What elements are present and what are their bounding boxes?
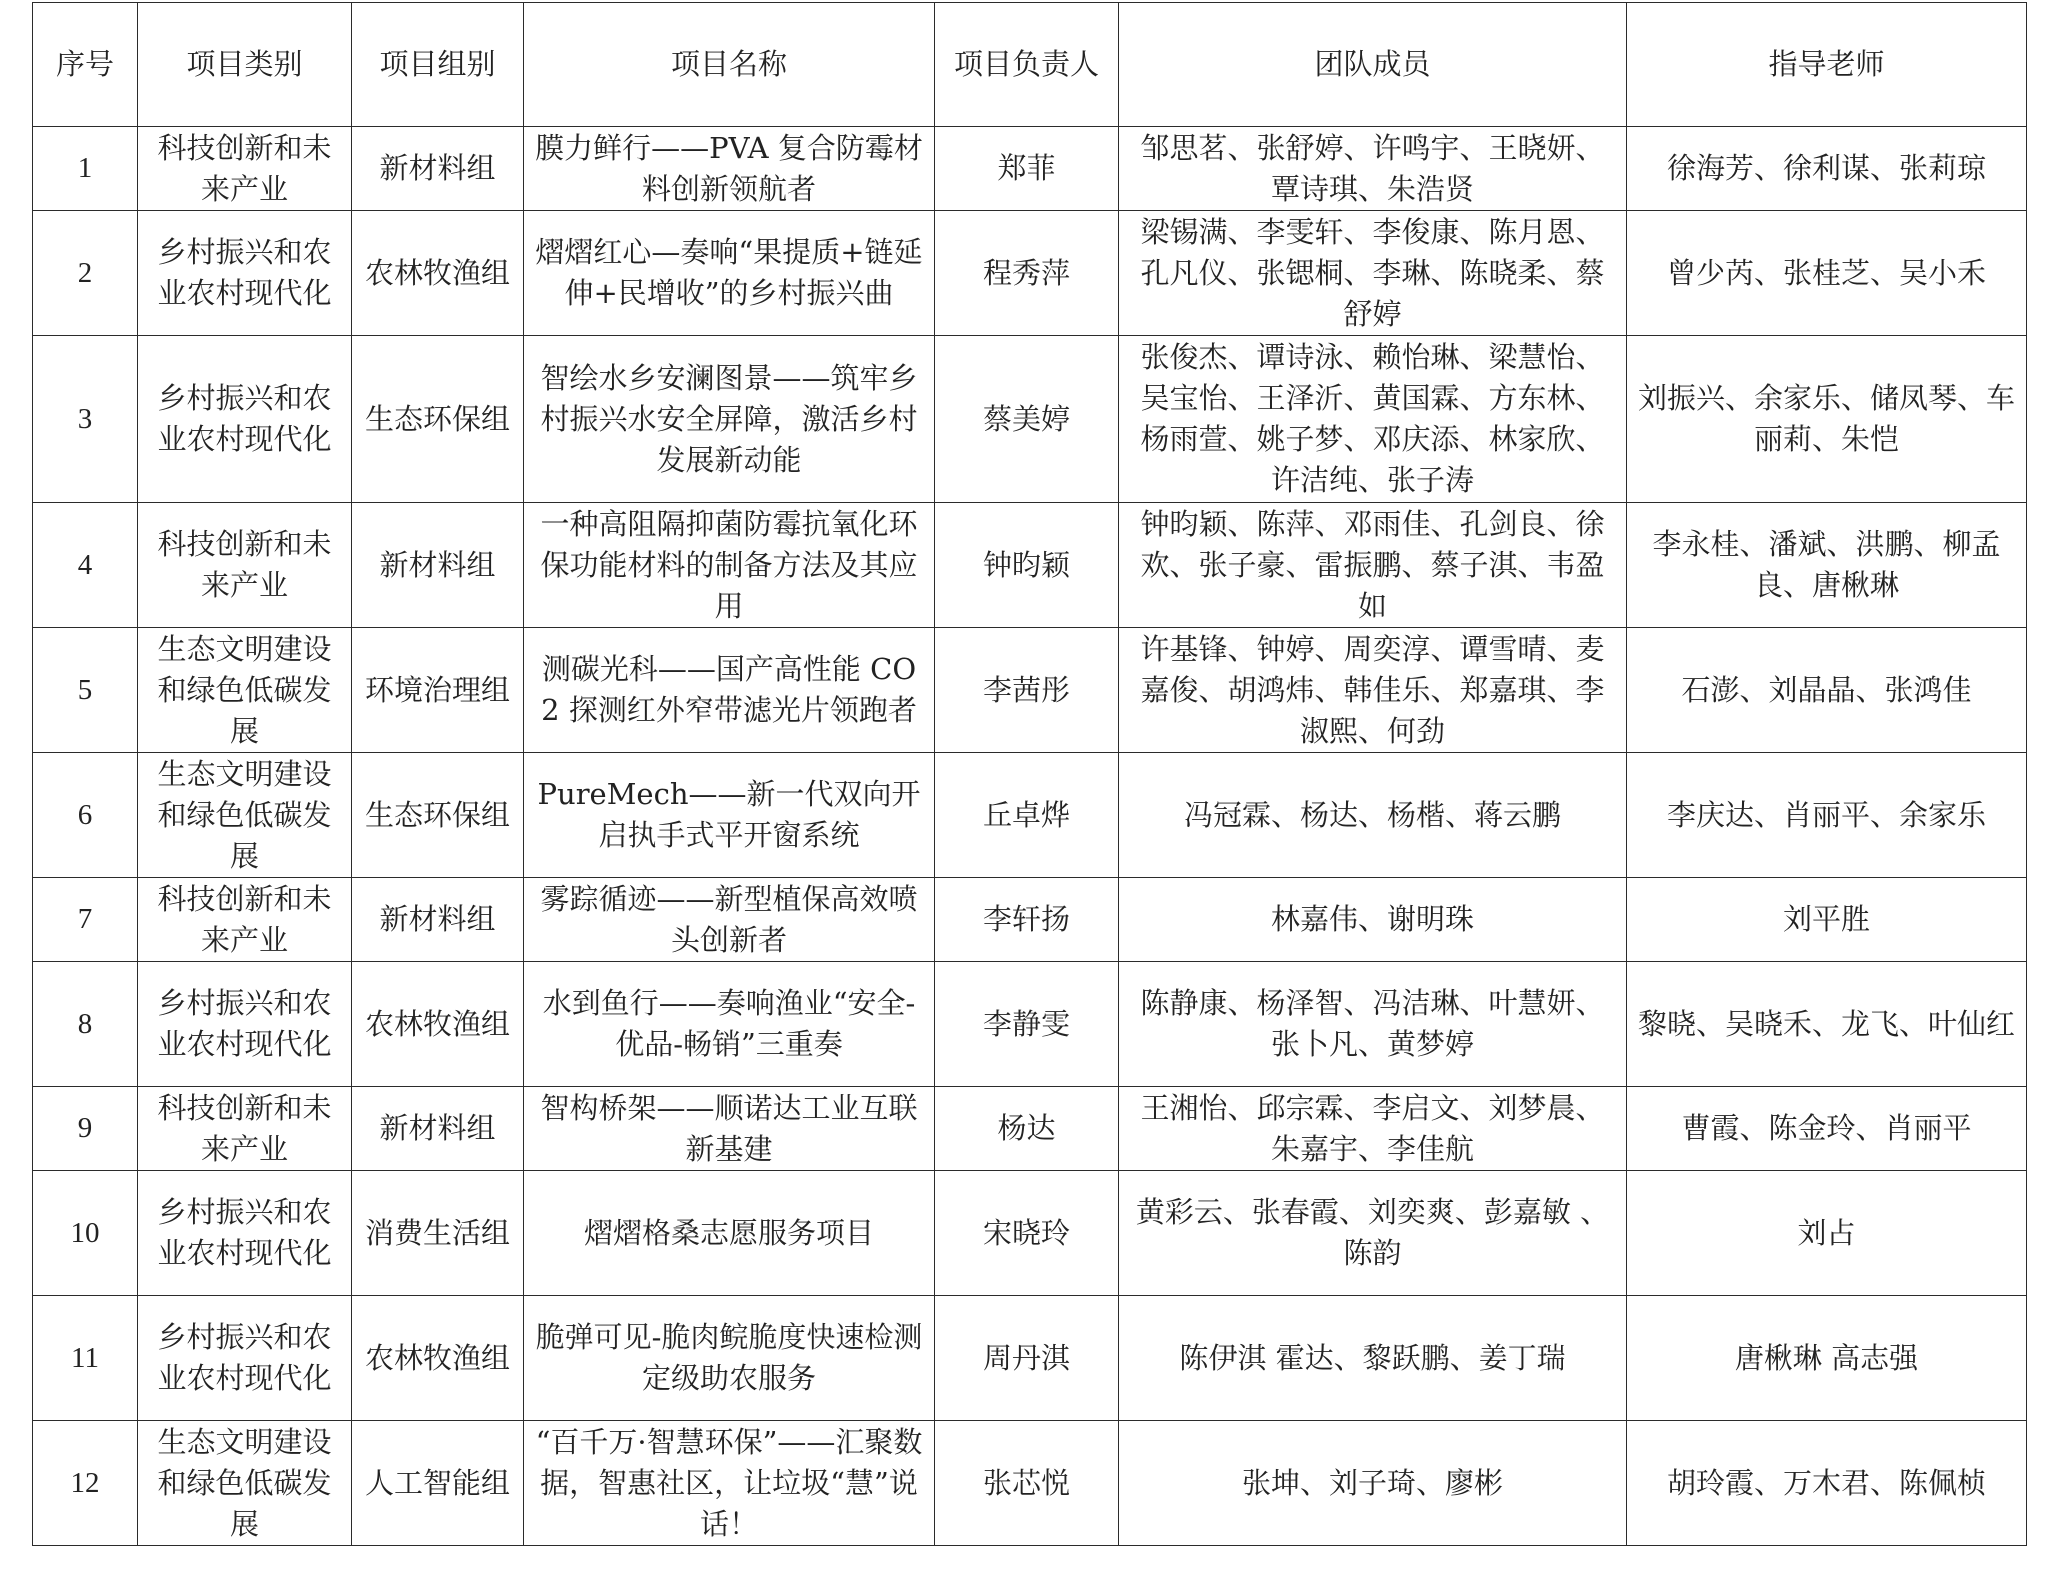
project-group: 消费生活组 (352, 1171, 524, 1296)
row-number: 2 (33, 211, 138, 336)
team-members: 黄彩云、张春霞、刘奕爽、彭嘉敏 、陈韵 (1119, 1171, 1627, 1296)
project-group: 环境治理组 (352, 628, 524, 753)
header-advisor: 指导老师 (1627, 3, 2027, 127)
table-row (33, 1296, 2027, 1421)
row-number: 1 (33, 127, 138, 211)
header-team: 团队成员 (1119, 3, 1627, 127)
row-number: 12 (33, 1421, 138, 1546)
project-leader: 李茜彤 (935, 628, 1119, 753)
team-members: 梁锡满、李雯轩、李俊康、陈月恩、孔凡仪、张锶桐、李琳、陈晓柔、蔡舒婷 (1119, 211, 1627, 336)
table-row (33, 127, 2027, 211)
project-leader: 周丹淇 (935, 1296, 1119, 1421)
project-leader: 宋晓玲 (935, 1171, 1119, 1296)
table-row (33, 1421, 2027, 1546)
project-category: 科技创新和未来产业 (138, 878, 352, 962)
project-name: 一种高阻隔抑菌防霉抗氧化环保功能材料的制备方法及其应用 (524, 503, 935, 628)
row-number: 11 (33, 1296, 138, 1421)
project-group: 新材料组 (352, 878, 524, 962)
project-name: 水到鱼行——奏响渔业“安全-优品-畅销”三重奏 (524, 962, 935, 1087)
project-name: PureMech——新一代双向开启执手式平开窗系统 (524, 753, 935, 878)
header-name: 项目名称 (524, 3, 935, 127)
project-name: 熠熠格桑志愿服务项目 (524, 1171, 935, 1296)
advisors: 刘占 (1627, 1171, 2027, 1296)
project-leader: 蔡美婷 (935, 336, 1119, 503)
project-leader: 张芯悦 (935, 1421, 1119, 1546)
project-leader: 李轩扬 (935, 878, 1119, 962)
project-category: 乡村振兴和农业农村现代化 (138, 962, 352, 1087)
header-group: 项目组别 (352, 3, 524, 127)
team-members: 王湘怡、邱宗霖、李启文、刘梦晨、朱嘉宇、李佳航 (1119, 1087, 1627, 1171)
team-members: 张坤、刘子琦、廖彬 (1119, 1421, 1627, 1546)
table-row (33, 503, 2027, 628)
header-no: 序号 (33, 3, 138, 127)
advisors: 石澎、刘晶晶、张鸿佳 (1627, 628, 2027, 753)
project-leader: 李静雯 (935, 962, 1119, 1087)
advisors: 徐海芳、徐利谋、张莉琼 (1627, 127, 2027, 211)
team-members: 邹思茗、张舒婷、许鸣宇、王晓妍、覃诗琪、朱浩贤 (1119, 127, 1627, 211)
row-number: 5 (33, 628, 138, 753)
project-group: 新材料组 (352, 127, 524, 211)
project-name: 脆弹可见-脆肉鲩脆度快速检测定级助农服务 (524, 1296, 935, 1421)
row-number: 6 (33, 753, 138, 878)
project-group: 新材料组 (352, 1087, 524, 1171)
table-row (33, 1087, 2027, 1171)
project-category: 乡村振兴和农业农村现代化 (138, 336, 352, 503)
advisors: 黎晓、吴晓禾、龙飞、叶仙红 (1627, 962, 2027, 1087)
project-name: “百千万·智慧环保”——汇聚数据，智惠社区，让垃圾“慧”说话！ (524, 1421, 935, 1546)
team-members: 陈静康、杨泽智、冯洁琳、叶慧妍、张卜凡、黄梦婷 (1119, 962, 1627, 1087)
project-name: 膜力鲜行——PVA 复合防霉材料创新领航者 (524, 127, 935, 211)
advisors: 刘振兴、余家乐、储凤琴、车丽莉、朱恺 (1627, 336, 2027, 503)
table-row (33, 1171, 2027, 1296)
project-category: 乡村振兴和农业农村现代化 (138, 211, 352, 336)
table-row (33, 336, 2027, 503)
header-row (33, 3, 2027, 127)
table-row (33, 962, 2027, 1087)
advisors: 李庆达、肖丽平、余家乐 (1627, 753, 2027, 878)
project-name: 测碳光科——国产高性能 CO2 探测红外窄带滤光片领跑者 (524, 628, 935, 753)
project-leader: 杨达 (935, 1087, 1119, 1171)
table-row (33, 753, 2027, 878)
project-name: 智绘水乡安澜图景——筑牢乡村振兴水安全屏障，激活乡村发展新动能 (524, 336, 935, 503)
project-category: 乡村振兴和农业农村现代化 (138, 1171, 352, 1296)
project-roster-table (32, 2, 2027, 1546)
project-name: 熠熠红心—奏响“果提质+链延伸+民增收”的乡村振兴曲 (524, 211, 935, 336)
project-category: 科技创新和未来产业 (138, 1087, 352, 1171)
team-members: 陈伊淇 霍达、黎跃鹏、姜丁瑞 (1119, 1296, 1627, 1421)
advisors: 刘平胜 (1627, 878, 2027, 962)
team-members: 许基锋、钟婷、周奕淳、谭雪晴、麦嘉俊、胡鸿炜、韩佳乐、郑嘉琪、李淑熙、何劲 (1119, 628, 1627, 753)
advisors: 唐楸琳 高志强 (1627, 1296, 2027, 1421)
header-leader: 项目负责人 (935, 3, 1119, 127)
row-number: 3 (33, 336, 138, 503)
team-members: 钟昀颖、陈萍、邓雨佳、孔剑良、徐欢、张子豪、雷振鹏、蔡子淇、韦盈如 (1119, 503, 1627, 628)
project-group: 农林牧渔组 (352, 962, 524, 1087)
table-row (33, 878, 2027, 962)
advisors: 曹霞、陈金玲、肖丽平 (1627, 1087, 2027, 1171)
project-category: 生态文明建设和绿色低碳发展 (138, 628, 352, 753)
project-group: 生态环保组 (352, 753, 524, 878)
row-number: 10 (33, 1171, 138, 1296)
project-group: 农林牧渔组 (352, 211, 524, 336)
row-number: 7 (33, 878, 138, 962)
project-leader: 程秀萍 (935, 211, 1119, 336)
header-category: 项目类别 (138, 3, 352, 127)
team-members: 林嘉伟、谢明珠 (1119, 878, 1627, 962)
project-category: 生态文明建设和绿色低碳发展 (138, 1421, 352, 1546)
project-category: 乡村振兴和农业农村现代化 (138, 1296, 352, 1421)
project-leader: 丘卓烨 (935, 753, 1119, 878)
project-leader: 郑菲 (935, 127, 1119, 211)
project-group: 人工智能组 (352, 1421, 524, 1546)
project-group: 生态环保组 (352, 336, 524, 503)
row-number: 4 (33, 503, 138, 628)
row-number: 8 (33, 962, 138, 1087)
project-category: 生态文明建设和绿色低碳发展 (138, 753, 352, 878)
advisors: 李永桂、潘斌、洪鹏、柳孟良、唐楸琳 (1627, 503, 2027, 628)
advisors: 胡玲霞、万木君、陈佩桢 (1627, 1421, 2027, 1546)
project-leader: 钟昀颖 (935, 503, 1119, 628)
project-group: 新材料组 (352, 503, 524, 628)
project-name: 智构桥架——顺诺达工业互联新基建 (524, 1087, 935, 1171)
table-row (33, 211, 2027, 336)
project-group: 农林牧渔组 (352, 1296, 524, 1421)
advisors: 曾少芮、张桂芝、吴小禾 (1627, 211, 2027, 336)
team-members: 冯冠霖、杨达、杨楷、蒋云鹏 (1119, 753, 1627, 878)
team-members: 张俊杰、谭诗泳、赖怡琳、梁慧怡、吴宝怡、王泽沂、黄国霖、方东林、杨雨萱、姚子梦、邓庆添、林家欣、许洁纯、张子涛 (1119, 336, 1627, 503)
project-category: 科技创新和未来产业 (138, 127, 352, 211)
table-row (33, 628, 2027, 753)
project-category: 科技创新和未来产业 (138, 503, 352, 628)
row-number: 9 (33, 1087, 138, 1171)
project-name: 雾踪循迹——新型植保高效喷头创新者 (524, 878, 935, 962)
